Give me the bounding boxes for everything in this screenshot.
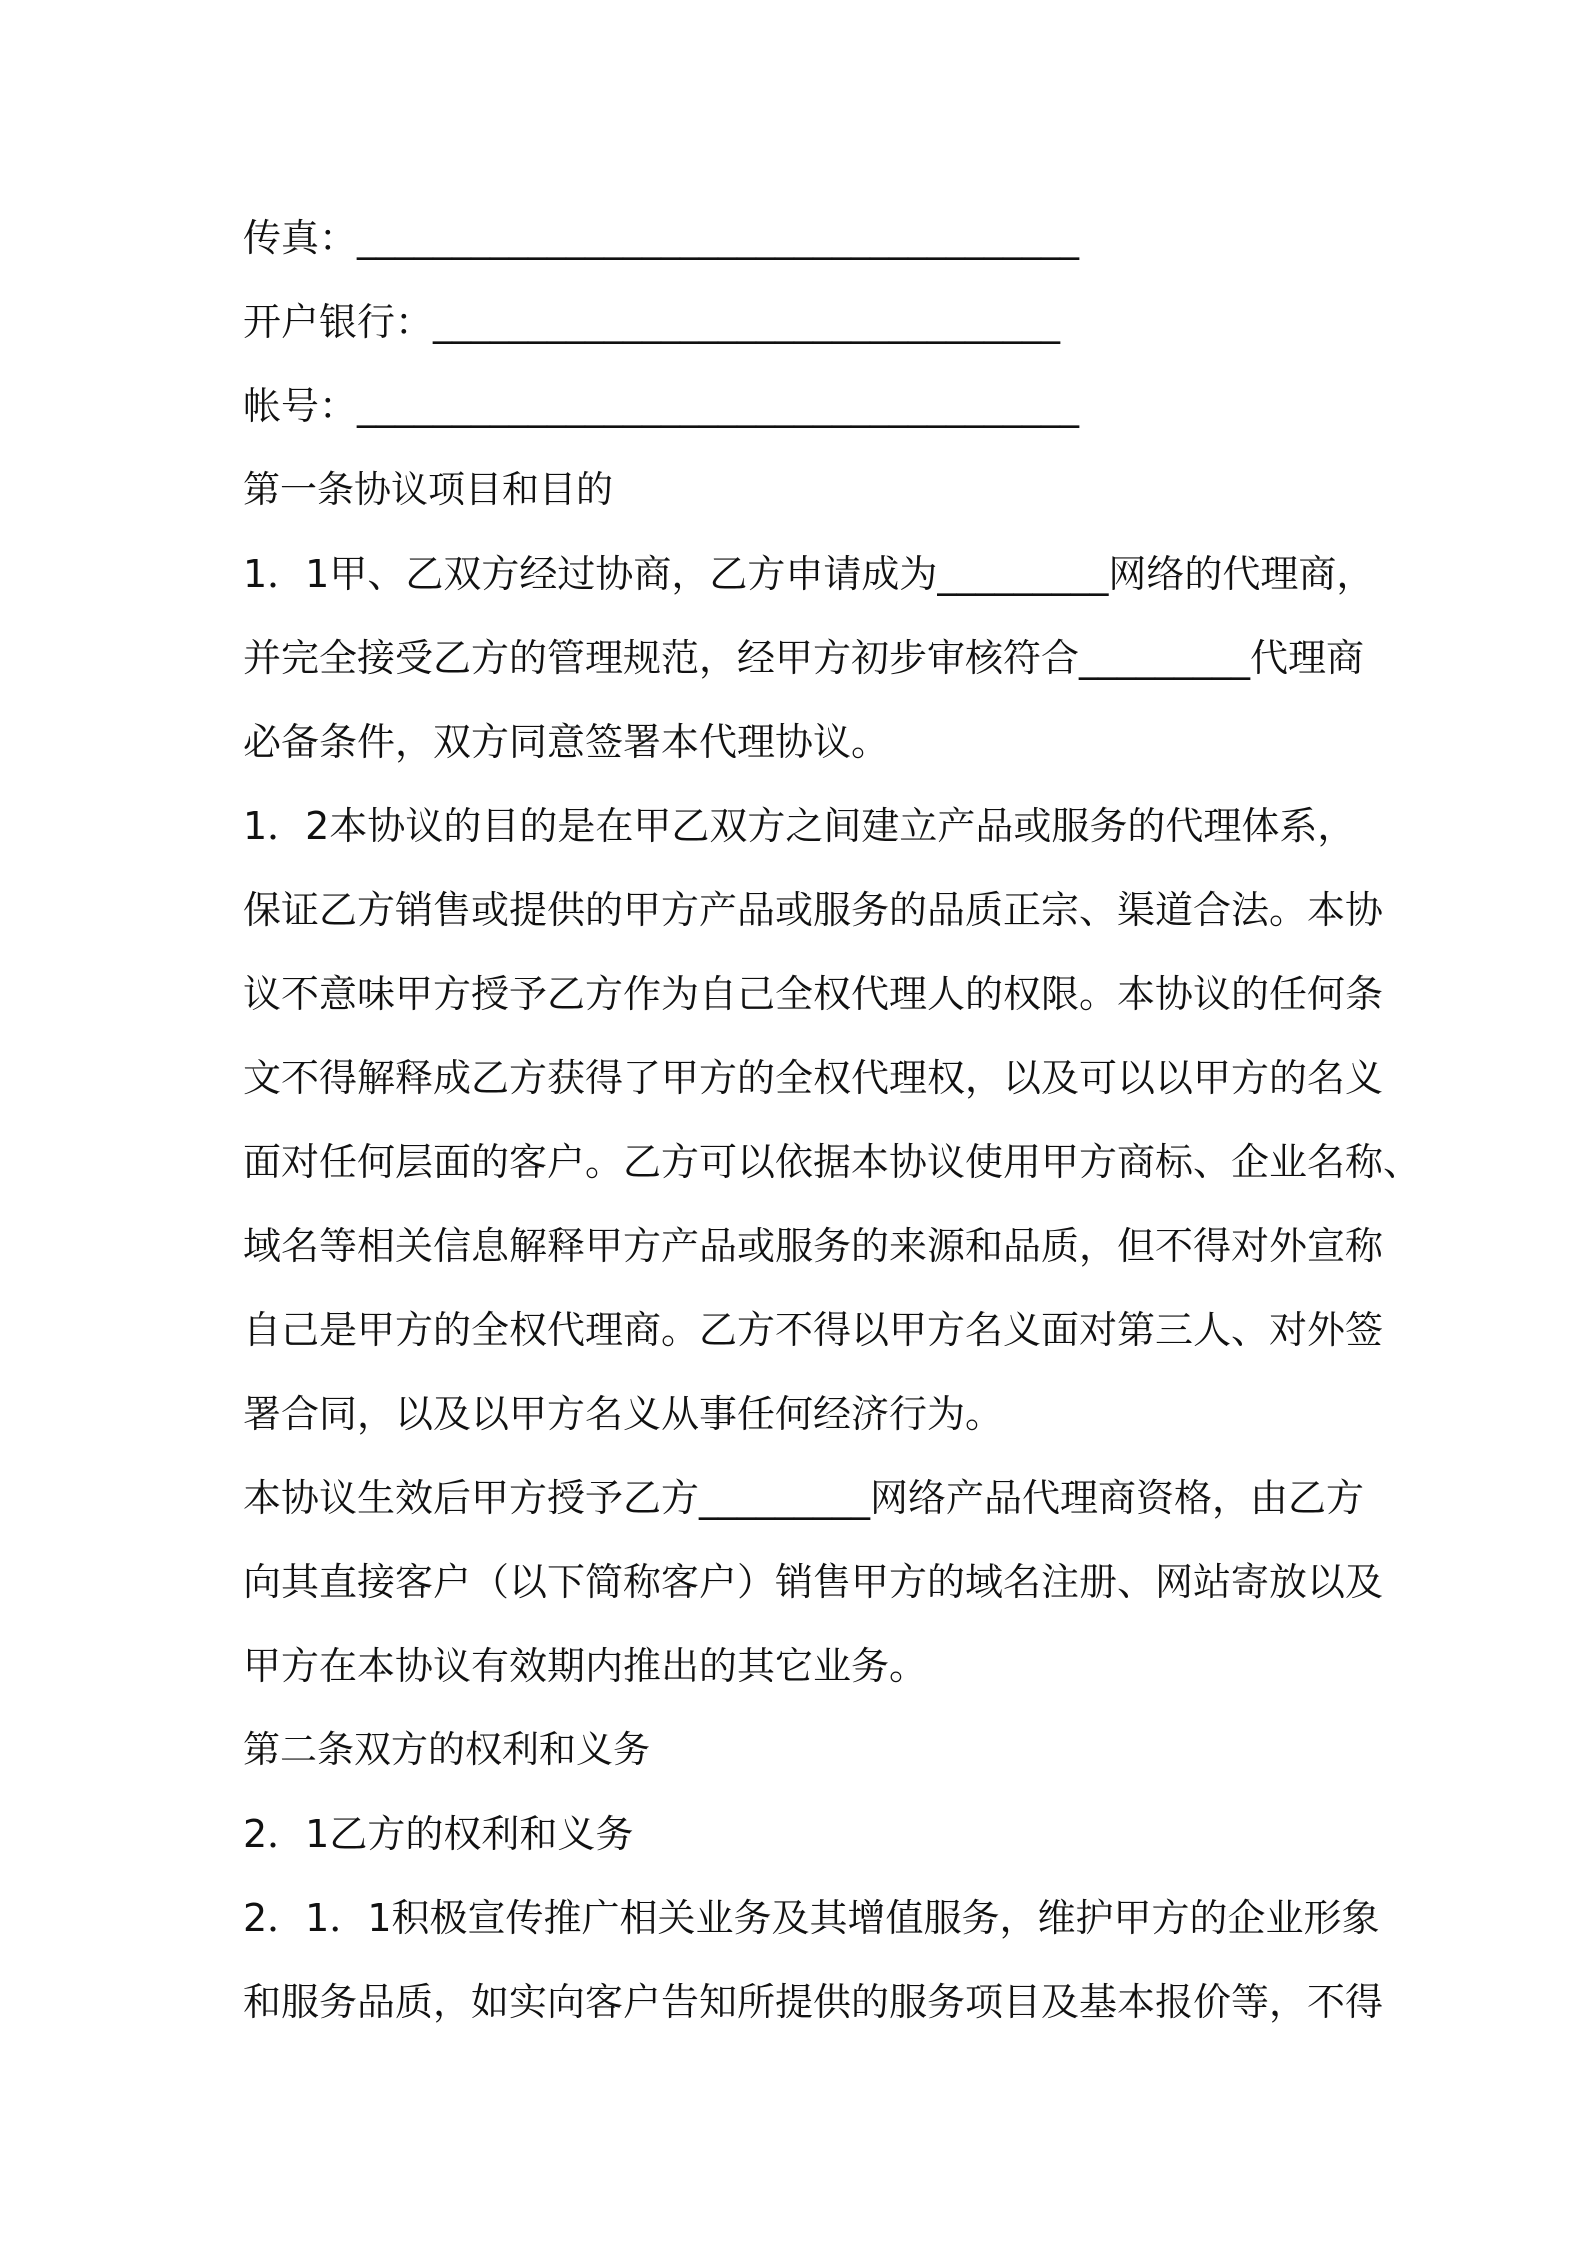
paragraph-line: 向其直接客户（以下简称客户）销售甲方的域名注册、网站寄放以及 [243,1560,1384,1604]
paragraph-line: 署合同，以及以甲方名义从事任何经济行为。 [243,1392,1004,1436]
fax-field-line: 传真：______________________________________ [243,216,1080,260]
paragraph-line: 本协议生效后甲方授予乙方_________网络产品代理商资格，由乙方 [243,1476,1365,1520]
document-body [243,196,1422,2044]
bank-field-line: 开户银行：_________________________________ [243,300,1061,344]
paragraph-line: 2．1．1积极宣传推广相关业务及其增值服务，维护甲方的企业形象 [243,1896,1380,1940]
account-field-line: 帐号：______________________________________ [243,384,1080,428]
paragraph-line: 甲方在本协议有效期内推出的其它业务。 [243,1644,928,1688]
paragraph-line: 并完全接受乙方的管理规范，经甲方初步审核符合_________代理商 [243,636,1365,680]
article-2-heading: 第二条双方的权利和义务 [243,1728,650,1771]
paragraph-line: 文不得解释成乙方获得了甲方的全权代理权，以及可以以甲方的名义 [243,1056,1384,1100]
paragraph-line: 域名等相关信息解释甲方产品或服务的来源和品质，但不得对外宣称 [243,1224,1384,1268]
paragraph-line: 议不意味甲方授予乙方作为自己全权代理人的权限。本协议的任何条 [243,972,1384,1016]
paragraph-line: 1．2本协议的目的是在甲乙双方之间建立产品或服务的代理体系， [243,804,1356,848]
paragraph-line: 1．1甲、乙双方经过协商，乙方申请成为_________网络的代理商， [243,552,1375,596]
section-heading: 2．1乙方的权利和义务 [243,1812,634,1856]
paragraph-line: 面对任何层面的客户。乙方可以依据本协议使用甲方商标、企业名称、 [243,1140,1422,1184]
paragraph-line: 保证乙方销售或提供的甲方产品或服务的品质正宗、渠道合法。本协 [243,888,1384,932]
paragraph-line: 必备条件，双方同意签署本代理协议。 [243,720,890,764]
paragraph-line: 自己是甲方的全权代理商。乙方不得以甲方名义面对第三人、对外签 [243,1308,1384,1352]
paragraph-line: 和服务品质，如实向客户告知所提供的服务项目及基本报价等，不得 [243,1980,1384,2024]
article-1-heading: 第一条协议项目和目的 [243,468,613,511]
